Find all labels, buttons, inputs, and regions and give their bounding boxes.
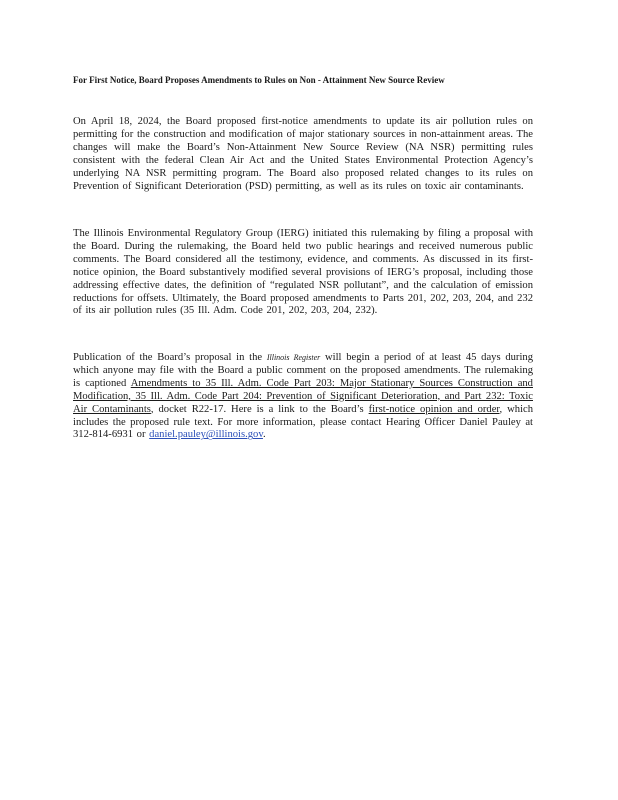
opinion-order-link[interactable]: first-notice opinion and order <box>368 403 500 415</box>
email-link[interactable]: daniel.pauley@illinois.gov <box>149 429 263 441</box>
paragraph-3-text-e: . <box>262 429 266 441</box>
paragraph-3-text-d: , which includes the proposed rule text. For more information, please contact Hearing Officer Daniel Pauley at 312-814-6931 or <box>73 403 534 441</box>
paragraph-3 <box>73 352 533 442</box>
paragraph-2: The Illinois Environmental Regulatory Group (IERG) initiated this rulemaking by filing a proposal with the Board. During the rulemaking, the Board held two public hearings and received numerous public comments. The Board considered all the testimony, evidence, and comments. As discussed in its first-notice opinion, the Board substantively modified several provisions of IERG’s proposal, including those addressing effective dates, the definition of “regulated NSR pollutant”, and the calculation of emission reductions for offsets. Ultimately, the Board proposed amendments to Parts 201, 202, 203, 204, and 232 of its air pollution rules (35 Ill. Adm. Code 201, 202, 203, 204, 232). <box>73 228 533 317</box>
rulemaking-caption: Amendments to 35 Ill. Adm. Code Part 203: Major Stationary Sources Construction and Modification, 35 Ill. Adm. Code Part 204: Prevention of Significant Deterioration, and Part 232: Toxic Air Contaminants <box>73 377 533 415</box>
paragraph-3-text-a: Publication of the Board’s proposal in the <box>73 352 263 363</box>
paragraph-1: On April 18, 2024, the Board proposed first-notice amendments to update its air pollution rules on permitting for the construction and modification of major stationary sources in non-attainment areas. The changes will make the Board’s Non-Attainment New Source Review (NA NSR) permitting rules consistent with the federal Clean Air Act and the United States Environmental Protection Agency’s underlying NA NSR permitting program. The Board also proposed related changes to its rules on Prevention of Significant Deterioration (PSD) permitting, as well as its rules on toxic air contaminants. <box>73 116 533 192</box>
paragraph-3-text-b: will begin a period of at least 45 days during which anyone may file with the Board a public comment on the proposed amendments. The rulemaking is captioned <box>73 352 533 389</box>
paragraph-3-text-c: , docket R22-17. Here is a link to the Board’s <box>150 403 364 415</box>
illinois-register-title: Illinois Register <box>266 353 321 362</box>
document-title: For First Notice, Board Proposes Amendments to Rules on Non - Attainment New Source Review <box>73 75 445 85</box>
